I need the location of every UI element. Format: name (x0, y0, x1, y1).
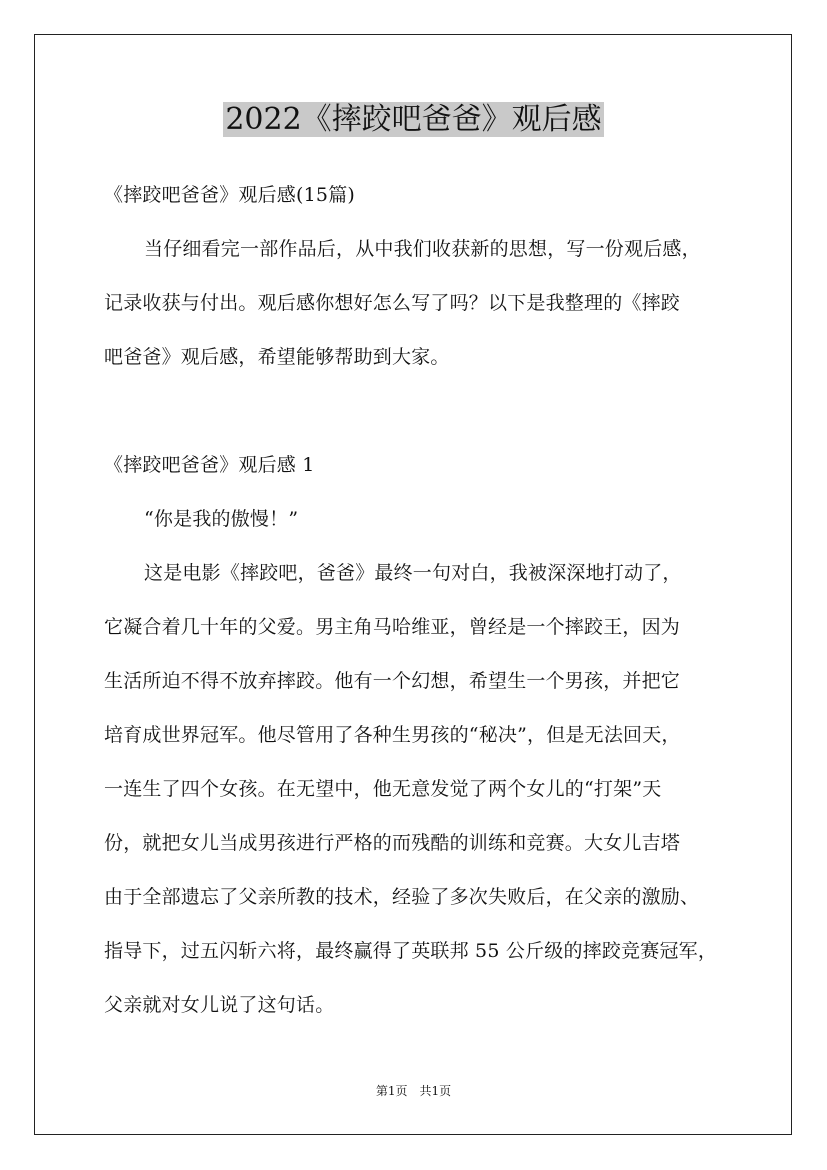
document-subtitle: 《摔跤吧爸爸》观后感(15篇) (104, 184, 356, 206)
body-line-2: 它凝合着几十年的父爱。男主角马哈维亚，曾经是一个摔跤王，因为 (104, 616, 681, 638)
body-line-3: 生活所迫不得不放弃摔跤。他有一个幻想，希望生一个男孩，并把它 (104, 670, 681, 692)
document-title-text: 2022《摔跤吧爸爸》观后感 (225, 102, 602, 137)
body-line-9: 父亲就对女儿说了这句话。 (104, 994, 335, 1016)
intro-line-2: 记录收获与付出。观后感你想好怎么写了吗？以下是我整理的《摔跤 (104, 292, 681, 314)
document-title (0, 98, 827, 142)
intro-line-1: 当仔细看完一部作品后，从中我们收获新的思想，写一份观后感， (144, 238, 701, 260)
body-line-6: 份，就把女儿当成男孩进行严格的而残酷的训练和竞赛。大女儿吉塔 (104, 832, 681, 854)
quote-line: “你是我的傲慢！” (144, 508, 299, 530)
intro-line-3: 吧爸爸》观后感，希望能够帮助到大家。 (104, 346, 450, 368)
section-heading: 《摔跤吧爸爸》观后感 1 (104, 454, 315, 476)
body-line-1: 这是电影《摔跤吧，爸爸》最终一句对白，我被深深地打动了， (144, 562, 682, 584)
body-line-5: 一连生了四个女孩。在无望中，他无意发觉了两个女儿的“打架”天 (104, 778, 662, 800)
body-line-8: 指导下，过五闪斩六将，最终赢得了英联邦 55 公斤级的摔跤竞赛冠军， (104, 940, 718, 962)
page-footer: 第1页 共1页 (375, 1084, 452, 1098)
body-line-7: 由于全部遗忘了父亲所教的技术，经验了多次失败后，在父亲的激励、 (104, 886, 700, 908)
body-line-4: 培育成世界冠军。他尽管用了各种生男孩的“秘决”，但是无法回天， (104, 724, 681, 746)
